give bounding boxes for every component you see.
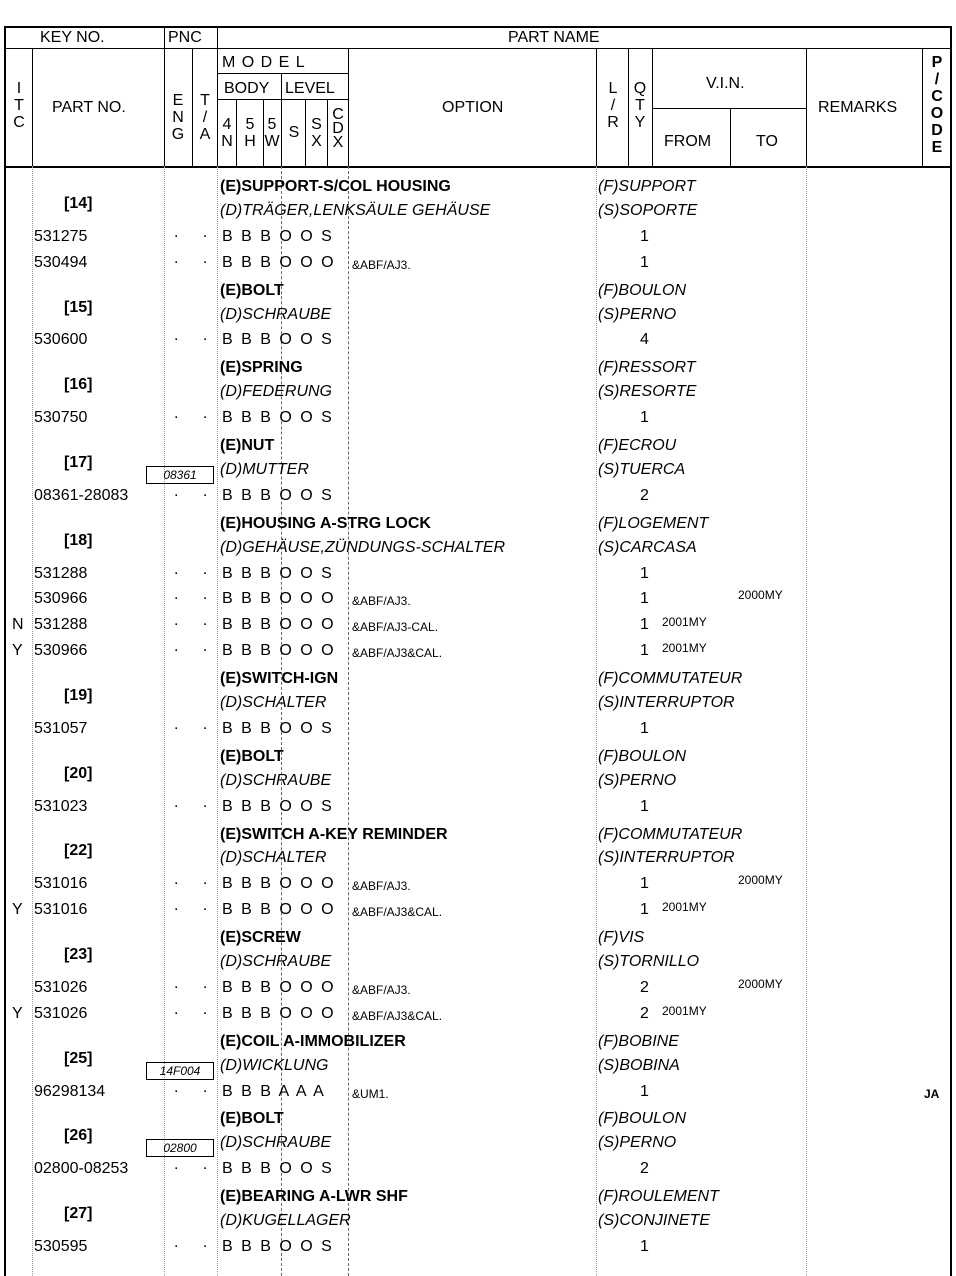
model-applicability: B B B O O O xyxy=(222,642,336,660)
body-col-4n: 4 N xyxy=(221,116,233,150)
eng-ta-dots: . . xyxy=(174,1078,218,1096)
body-col-5h: 5 H xyxy=(244,116,256,150)
level-col-sx: S X xyxy=(311,116,322,150)
itc-code: Y xyxy=(12,642,23,660)
to-header: TO xyxy=(756,133,778,150)
key-no: [16] xyxy=(64,376,93,394)
lr-divider xyxy=(596,48,597,166)
part-name-header: PART NAME xyxy=(508,29,600,46)
part-name-en: (E)BOLT xyxy=(220,747,284,765)
part-name-en: (E)SUPPORT-S/COL HOUSING xyxy=(220,178,451,195)
part-name-fr: (F)BOULON xyxy=(598,747,686,765)
pcode-divider xyxy=(922,48,923,166)
eng-ta-dots: . . xyxy=(174,1000,218,1018)
part-number: 530966 xyxy=(34,642,88,660)
model-applicability: B B B O O S xyxy=(222,1237,334,1255)
key-no: [26] xyxy=(64,1127,93,1145)
part-number: 531288 xyxy=(34,564,88,582)
part-number: 531026 xyxy=(34,1004,88,1022)
model-applicability: B B B O O S xyxy=(222,1160,334,1178)
part-no-header: PART NO. xyxy=(52,99,126,116)
part-name-es: (S)PERNO xyxy=(598,305,677,323)
quantity: 2 xyxy=(640,1004,649,1022)
key-no: [15] xyxy=(64,298,93,316)
quantity: 4 xyxy=(640,331,649,349)
part-name-en: (E)NUT xyxy=(220,437,275,454)
option-code: &ABF/AJ3&CAL. xyxy=(352,905,443,920)
part-name-fr: (F)ROULEMENT xyxy=(598,1188,719,1206)
part-name-es: (S)TORNILLO xyxy=(598,953,700,970)
part-body-divider xyxy=(164,166,165,1276)
part-number: 530600 xyxy=(34,331,88,349)
level-col-divider-2 xyxy=(327,99,328,166)
header-bottom-border xyxy=(4,166,952,168)
part-number: 08361-28083 xyxy=(34,486,129,504)
option-code: &ABF/AJ3&CAL. xyxy=(352,646,443,661)
itc-divider xyxy=(32,48,33,166)
body-header: BODY xyxy=(224,80,270,97)
eng-ta-dots: . . xyxy=(174,223,218,241)
part-name-fr: (F)BOULON xyxy=(598,281,686,299)
pnc-box: 02800 xyxy=(146,1139,214,1157)
key-no: [17] xyxy=(64,453,93,471)
level-header: LEVEL xyxy=(285,80,335,97)
level-col-divider-1 xyxy=(305,99,306,166)
part-name-es: (S)CARCASA xyxy=(598,538,697,556)
itc-code: Y xyxy=(12,901,23,919)
part-name-en: (E)SWITCH-IGN xyxy=(220,670,339,688)
eng-ta-dots: . . xyxy=(174,715,218,733)
part-name-fr: (F)COMMUTATEUR xyxy=(598,825,743,843)
quantity: 2 xyxy=(640,486,649,504)
qty-header: Q T Y xyxy=(633,80,647,131)
part-name-de: (D)SCHRAUBE xyxy=(220,305,332,323)
vin-divider-left xyxy=(652,48,653,166)
right-border xyxy=(950,26,952,1276)
itc-code: Y xyxy=(12,1004,23,1022)
part-name-en: (E)BOLT xyxy=(220,1110,284,1128)
part-name-fr: (F)BOULON xyxy=(598,1110,686,1128)
eng-header: E N G xyxy=(171,92,185,143)
eng-ta-dots: . . xyxy=(174,482,218,500)
eng-ta-dots: . . xyxy=(174,793,218,811)
part-name-es: (S)PERNO xyxy=(598,1134,677,1152)
part-number: 531016 xyxy=(34,875,88,893)
quantity: 1 xyxy=(640,409,649,427)
model-applicability: B B B O O O xyxy=(222,978,336,996)
quantity: 2 xyxy=(640,1160,649,1178)
key-no: [27] xyxy=(64,1205,93,1223)
part-name-es: (S)INTERRUPTOR xyxy=(598,849,735,867)
eng-ta-dots: . . xyxy=(174,560,218,578)
quantity: 1 xyxy=(640,253,649,271)
pnc-box: 08361 xyxy=(146,466,214,484)
part-number: 530595 xyxy=(34,1237,88,1255)
option-code: &ABF/AJ3-CAL. xyxy=(352,620,439,635)
model-header: M O D E L xyxy=(222,54,306,71)
quantity: 2 xyxy=(640,978,649,996)
vin-from: 2001MY xyxy=(662,1003,707,1018)
model-applicability: B B B O O O xyxy=(222,1004,336,1022)
key-no: [20] xyxy=(64,764,93,782)
quantity: 1 xyxy=(640,590,649,608)
part-number: 530750 xyxy=(34,409,88,427)
remarks-header: REMARKS xyxy=(818,99,898,116)
header-row-divider xyxy=(4,48,952,49)
part-name-es: (S)RESORTE xyxy=(598,383,697,401)
part-name-en: (E)BEARING A-LWR SHF xyxy=(220,1188,408,1206)
from-header: FROM xyxy=(664,133,712,150)
part-name-en: (E)SPRING xyxy=(220,359,303,377)
header-top-border xyxy=(4,26,952,28)
part-name-de: (D)MUTTER xyxy=(220,460,309,478)
key-no: [19] xyxy=(64,687,93,705)
vin-header: V.I.N. xyxy=(706,75,745,92)
part-name-de: (D)SCHRAUBE xyxy=(220,771,332,789)
quantity: 1 xyxy=(640,797,649,815)
model-applicability: B B B O O O xyxy=(222,616,336,634)
part-name-fr: (F)LOGEMENT xyxy=(598,514,709,532)
eng-ta-dots: . . xyxy=(174,405,218,423)
level-col-s: S xyxy=(288,124,300,141)
vin-from: 2001MY xyxy=(662,900,707,915)
pnc-box: 14F004 xyxy=(146,1062,214,1080)
vin-to: 2000MY xyxy=(738,588,783,603)
part-name-de: (D)FEDERUNG xyxy=(220,383,332,401)
key-no-header: KEY NO. xyxy=(40,29,105,46)
quantity: 1 xyxy=(640,901,649,919)
option-code: &ABF/AJ3. xyxy=(352,879,411,894)
pnc-right-divider xyxy=(217,26,218,166)
body-col-divider-1 xyxy=(236,99,237,166)
ta-header: T / A xyxy=(199,92,211,143)
model-applicability: B B B O O S xyxy=(222,486,334,504)
option-body-divider xyxy=(348,166,349,1276)
part-name-es: (S)PERNO xyxy=(598,771,677,789)
quantity: 1 xyxy=(640,719,649,737)
option-divider xyxy=(348,48,349,166)
key-no: [18] xyxy=(64,531,93,549)
part-name-es: (S)TUERCA xyxy=(598,460,686,478)
part-number: 530966 xyxy=(34,590,88,608)
body-level-divider-v xyxy=(281,73,282,166)
part-number: 531288 xyxy=(34,616,88,634)
body-col-5w: 5 W xyxy=(264,116,280,150)
eng-ta-dots: . . xyxy=(174,1156,218,1174)
key-no: [23] xyxy=(64,946,93,964)
part-name-de: (D)SCHRAUBE xyxy=(220,953,332,970)
qty-divider xyxy=(628,48,629,166)
part-name-de: (D)SCHALTER xyxy=(220,849,327,867)
model-applicability: B B B O O S xyxy=(222,409,334,427)
quantity: 1 xyxy=(640,564,649,582)
remarks-body-divider xyxy=(806,166,807,1276)
option-code: &ABF/AJ3. xyxy=(352,982,411,997)
eng-ta-dots: . . xyxy=(174,586,218,604)
key-no: [14] xyxy=(64,194,93,212)
level-col-cdx: C D X xyxy=(332,106,344,151)
model-applicability: B B B O O O xyxy=(222,901,336,919)
model-applicability: B B B O O S xyxy=(222,797,334,815)
part-name-es: (S)INTERRUPTOR xyxy=(598,694,735,711)
model-applicability: B B B O O O xyxy=(222,590,336,608)
part-name-fr: (F)COMMUTATEUR xyxy=(598,670,743,688)
vin-to: 2000MY xyxy=(738,873,783,888)
part-number: 96298134 xyxy=(34,1082,106,1100)
eng-ta-dots: . . xyxy=(174,1233,218,1251)
part-name-de: (D)SCHRAUBE xyxy=(220,1134,332,1152)
quantity: 1 xyxy=(640,1237,649,1255)
eng-divider xyxy=(192,48,193,166)
part-name-es: (S)BOBINA xyxy=(598,1056,680,1074)
part-name-fr: (F)BOBINE xyxy=(598,1032,679,1050)
lr-header: L / R xyxy=(607,80,619,131)
part-name-fr: (F)VIS xyxy=(598,929,645,947)
part-number: 531057 xyxy=(34,719,88,737)
option-code: &UM1. xyxy=(352,1086,389,1101)
part-name-en: (E)BOLT xyxy=(220,281,284,299)
model-applicability: B B B O O S xyxy=(222,227,334,245)
part-name-en: (E)SCREW xyxy=(220,929,301,947)
remarks-divider xyxy=(806,48,807,166)
part-number: 530494 xyxy=(34,253,88,271)
key-no: [22] xyxy=(64,842,93,860)
quantity: 1 xyxy=(640,227,649,245)
part-name-de: (D)KUGELLAGER xyxy=(220,1212,351,1229)
quantity: 1 xyxy=(640,875,649,893)
eng-ta-dots: . . xyxy=(174,249,218,267)
from-to-divider xyxy=(730,108,731,166)
eng-ta-dots: . . xyxy=(174,327,218,345)
eng-ta-dots: . . xyxy=(174,897,218,915)
part-number: 531016 xyxy=(34,901,88,919)
model-applicability: B B B O O S xyxy=(222,719,334,737)
option-code: &ABF/AJ3&CAL. xyxy=(352,1008,443,1023)
part-name-en: (E)HOUSING A-STRG LOCK xyxy=(220,514,431,532)
part-name-en: (E)SWITCH A-KEY REMINDER xyxy=(220,825,448,843)
quantity: 1 xyxy=(640,616,649,634)
left-border xyxy=(4,26,6,1276)
quantity: 1 xyxy=(640,642,649,660)
part-number: 531023 xyxy=(34,797,88,815)
part-name-en: (E)COIL A-IMMOBILIZER xyxy=(220,1032,406,1050)
eng-ta-dots: . . xyxy=(174,612,218,630)
model-applicability: B B B O O S xyxy=(222,331,334,349)
lr-body-divider xyxy=(596,166,597,1276)
part-name-de: (D)GEHÄUSE,ZÜNDUNGS-SCHALTER xyxy=(220,538,506,556)
option-code: &ABF/AJ3. xyxy=(352,594,411,609)
part-name-de: (D)SCHALTER xyxy=(220,694,327,711)
eng-ta-dots: . . xyxy=(174,638,218,656)
pnc-left-divider xyxy=(164,26,165,166)
pcode: JA xyxy=(924,1086,940,1101)
part-name-es: (S)SOPORTE xyxy=(598,201,698,219)
part-name-de: (D)TRÄGER,LENKSÄULE GEHÄUSE xyxy=(220,201,491,219)
itc-code: N xyxy=(12,616,24,634)
part-number: 531275 xyxy=(34,227,88,245)
body-level-divider xyxy=(218,99,348,100)
part-number: 531026 xyxy=(34,978,88,996)
key-no: [25] xyxy=(64,1049,93,1067)
part-name-es: (S)CONJINETE xyxy=(598,1212,710,1229)
vin-from: 2001MY xyxy=(662,641,707,656)
part-name-fr: (F)ECROU xyxy=(598,437,677,454)
vin-from: 2001MY xyxy=(662,615,707,630)
part-number: 02800-08253 xyxy=(34,1160,129,1178)
eng-ta-dots: . . xyxy=(174,871,218,889)
itc-header: I T C xyxy=(13,80,25,131)
quantity: 1 xyxy=(640,1082,649,1100)
model-applicability: B B B O O O xyxy=(222,875,336,893)
model-divider xyxy=(218,73,348,74)
part-name-fr: (F)RESSORT xyxy=(598,359,696,377)
pnc-header: PNC xyxy=(168,29,202,46)
option-header: OPTION xyxy=(442,99,504,116)
itc-body-divider xyxy=(32,166,33,1276)
eng-ta-dots: . . xyxy=(174,974,218,992)
part-name-fr: (F)SUPPORT xyxy=(598,178,696,195)
model-applicability: B B B A A A xyxy=(222,1082,326,1100)
option-code: &ABF/AJ3. xyxy=(352,257,411,272)
pcode-header: P / C O D E xyxy=(930,54,944,156)
part-name-de: (D)WICKLUNG xyxy=(220,1056,329,1074)
model-applicability: B B B O O O xyxy=(222,253,336,271)
vin-to: 2000MY xyxy=(738,976,783,991)
model-applicability: B B B O O S xyxy=(222,564,334,582)
